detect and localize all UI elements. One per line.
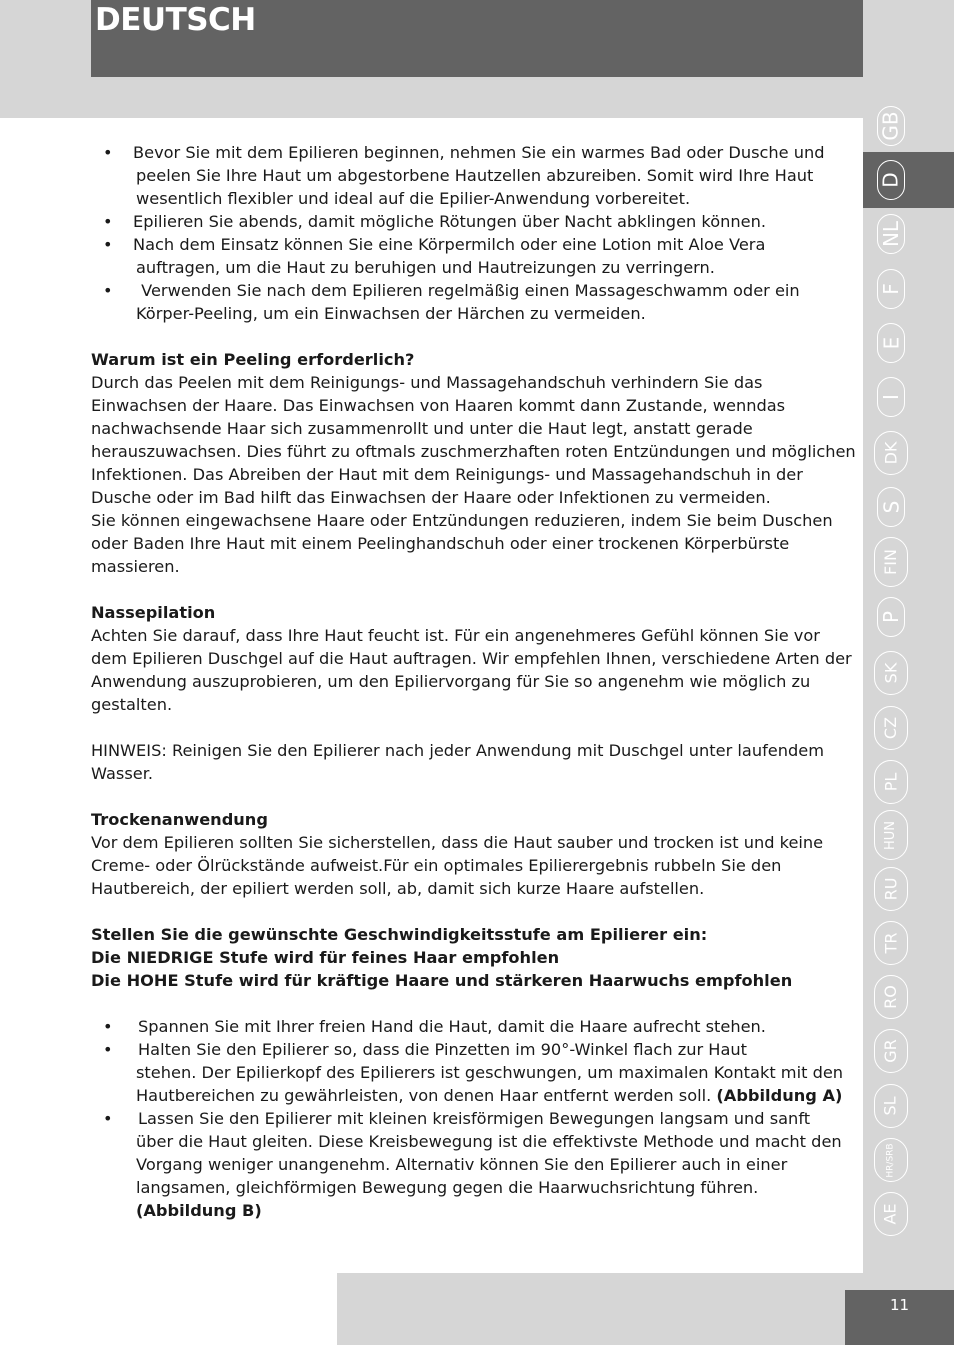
lang-tab-f[interactable]	[863, 263, 919, 315]
paragraph-peeling-1: Durch das Peelen mit dem Reinigungs- und Massagehandschuh verhindern Sie das Einwachsen der Haare. Das Einwachsen von Haaren kommt dann Zustande, wenndas nachwachsende Haar sich zusammenrollt und unter die Haut legt, anstatt gerade herauszuwachsen. Dies führt zu oftmals zuschmerzhaften roten Entzündungen und möglichen Infektionen. Das Abreiben der Haut mit dem Reinigungs- und Massagehandschuh in der Dusche oder im Bad hilft das Einwachsen der Haare oder Infektionen zu vermeiden.	[91, 373, 856, 507]
speed-low: Die NIEDRIGE Stufe wird für feines Haar empfohlen	[91, 948, 560, 967]
section-heading-peeling: Warum ist ein Peeling erforderlich?	[91, 350, 415, 369]
bullet-dot: •	[103, 235, 113, 254]
paragraph-peeling-2: Sie können eingewachsene Haare oder Entzündungen reduzieren, indem Sie beim Duschen oder Baden Ihre Haut mit einem Peelinghandschuh oder einer trockenen Körperbürste massieren.	[91, 511, 833, 576]
list-item	[91, 210, 856, 233]
lang-tab-e-label: E	[878, 336, 903, 350]
lang-tab-pl-label: PL	[881, 772, 900, 792]
list-item-first-line: Bevor Sie mit dem Epilieren beginnen, nehmen Sie ein warmes Bad oder Dusche und	[133, 143, 825, 162]
lang-tab-ae-label: AE	[881, 1203, 900, 1225]
list-item-first-line: Nach dem Einsatz können Sie eine Körpermilch oder eine Lotion mit Aloe Vera	[133, 235, 766, 254]
bullet-dot: •	[103, 1040, 113, 1059]
page-number: 11	[889, 1296, 910, 1314]
list-item-first-line: Verwenden Sie nach dem Epilieren regelmäßig einen Massageschwamm oder ein	[136, 281, 800, 300]
lang-tab-fin-label: FIN	[880, 549, 900, 575]
list-item-first-line: Lassen Sie den Epilierer mit kleinen kreisförmigen Bewegungen langsam und sanft	[138, 1109, 811, 1128]
lang-tab-p[interactable]	[863, 591, 919, 643]
list-item-rest: auftragen, um die Haut zu beruhigen und Hautreizungen zu verringern.	[136, 258, 715, 277]
list-item	[91, 141, 856, 210]
list-item-first-line: Epilieren Sie abends, damit mögliche Rötungen über Nacht abklingen können.	[133, 212, 767, 231]
lang-tab-hun[interactable]	[863, 806, 919, 864]
lang-tab-hun-label: HUN	[883, 820, 899, 850]
section-heading-dry: Trockenanwendung	[91, 810, 268, 829]
lang-tab-e[interactable]	[863, 317, 919, 369]
bullet-dot: •	[103, 212, 113, 231]
bullet-dot: •	[103, 143, 113, 162]
lang-tab-tr[interactable]	[863, 915, 919, 971]
bullet-dot: •	[103, 1109, 113, 1128]
bullet-dot: •	[103, 1017, 113, 1036]
page-title: DEUTSCH	[95, 2, 256, 38]
lang-tab-ru-label: RU	[880, 877, 900, 901]
lang-tab-sk[interactable]	[863, 645, 919, 701]
lang-tab-fin[interactable]	[863, 533, 919, 591]
paragraph-wet: Achten Sie darauf, dass Ihre Haut feucht ist. Für ein angenehmeres Gefühl können Sie vor dem Epilieren Duschgel auf die Haut auftragen. Wir empfehlen Ihnen, verschiedene Arten der Anwendung auszuprobieren, um den Epiliervorgang für Sie so angenehm wie möglich zu gestalten.	[91, 626, 852, 714]
list-item	[91, 1107, 856, 1222]
list-item-first-line: Halten Sie den Epilierer so, dass die Pinzetten im 90°-Winkel flach zur Haut	[138, 1040, 747, 1059]
lang-tab-hr-srb[interactable]	[863, 1136, 919, 1184]
list-item	[91, 279, 856, 325]
lang-tab-sl-label: SL	[880, 1096, 900, 1116]
list-item-rest: stehen. Der Epilierkopf des Epilierers ist geschwungen, um maximalen Kontakt mit den Hautbereichen zu gewährleisten, von denen Haar entfernt werden soll.	[136, 1063, 844, 1105]
section-heading-wet: Nassepilation	[91, 603, 216, 622]
speed-high: Die HOHE Stufe wird für kräftige Haare und stärkeren Haarwuchs empfohlen	[91, 971, 793, 990]
list-item	[91, 1015, 856, 1038]
lang-tab-tr-label: TR	[880, 932, 900, 954]
lang-tab-hr-srb-label: HR/SRB	[885, 1142, 896, 1178]
main-content	[91, 141, 856, 1222]
lang-tab-sl[interactable]	[863, 1078, 919, 1134]
figure-reference-b: (Abbildung B)	[136, 1201, 262, 1220]
lang-tab-cz[interactable]	[863, 700, 919, 756]
lang-tab-nl[interactable]	[863, 208, 919, 260]
paragraph-note: HINWEIS: Reinigen Sie den Epilierer nach jeder Anwendung mit Duschgel unter laufendem Wasser.	[91, 741, 824, 783]
bullet-dot: •	[103, 281, 113, 300]
list-item-rest: über die Haut gleiten. Diese Kreisbewegung ist die effektivste Methode und macht den Vorgang weniger unangenehm. Alternativ können Sie den Epilierer auch in einer langsamen, gleichförmigen Bewegung gegen die Haarwuchsrichtung führen.	[136, 1132, 842, 1197]
lang-tab-d-label: D	[879, 172, 903, 188]
lang-tab-dk[interactable]	[863, 425, 919, 481]
lang-tab-gr[interactable]	[863, 1023, 919, 1079]
list-item-rest: peelen Sie Ihre Haut um abgestorbene Hautzellen abzureiben. Somit wird Ihre Haut wesentlich flexibler und ideal auf die Epilier-Anwendung vorbereitet.	[136, 166, 814, 208]
page-number-box	[845, 1290, 954, 1345]
speed-instruction: Stellen Sie die gewünschte Geschwindigkeitsstufe am Epilierer ein:	[91, 925, 708, 944]
lang-tab-ae[interactable]	[863, 1186, 919, 1242]
list-item	[91, 1038, 856, 1107]
lang-tab-gr-label: GR	[880, 1039, 900, 1063]
list-item	[91, 233, 856, 279]
lang-tab-ro-label: RO	[881, 985, 900, 1009]
figure-reference-a: (Abbildung A)	[716, 1086, 843, 1105]
paragraph-dry: Vor dem Epilieren sollten Sie sicherstellen, dass die Haut sauber und trocken ist und keine Creme- oder Ölrückstände aufweist.Für ein optimales Epilierergebnis rubbeln Sie den Hautbereich, der epiliert werden soll, ab, damit sich kurze Haare aufstellen.	[91, 833, 824, 898]
lang-tab-pl[interactable]	[863, 754, 919, 810]
lang-tab-cz-label: CZ	[880, 716, 900, 740]
lang-tab-sk-label: SK	[881, 662, 900, 684]
lang-tab-i-label: I	[879, 394, 903, 400]
lang-tab-p-label: P	[879, 610, 903, 624]
lang-tab-gb-label: GB	[879, 111, 903, 141]
list-item-first-line: Spannen Sie mit Ihrer freien Hand die Haut, damit die Haare aufrecht stehen.	[138, 1017, 766, 1036]
lang-tab-ru[interactable]	[863, 861, 919, 917]
lang-tab-s[interactable]	[863, 481, 919, 533]
lang-tab-ro[interactable]	[863, 969, 919, 1025]
lang-tab-gb[interactable]	[863, 100, 919, 152]
lang-tab-f-label: F	[878, 283, 903, 295]
lang-tab-i[interactable]	[863, 371, 919, 423]
lang-tab-d[interactable]	[863, 152, 954, 208]
lang-tab-dk-label: DK	[881, 441, 900, 465]
list-item-rest: Körper-Peeling, um ein Einwachsen der Härchen zu vermeiden.	[136, 304, 646, 323]
lang-tab-nl-label: NL	[879, 220, 904, 248]
lang-tab-s-label: S	[878, 500, 903, 514]
